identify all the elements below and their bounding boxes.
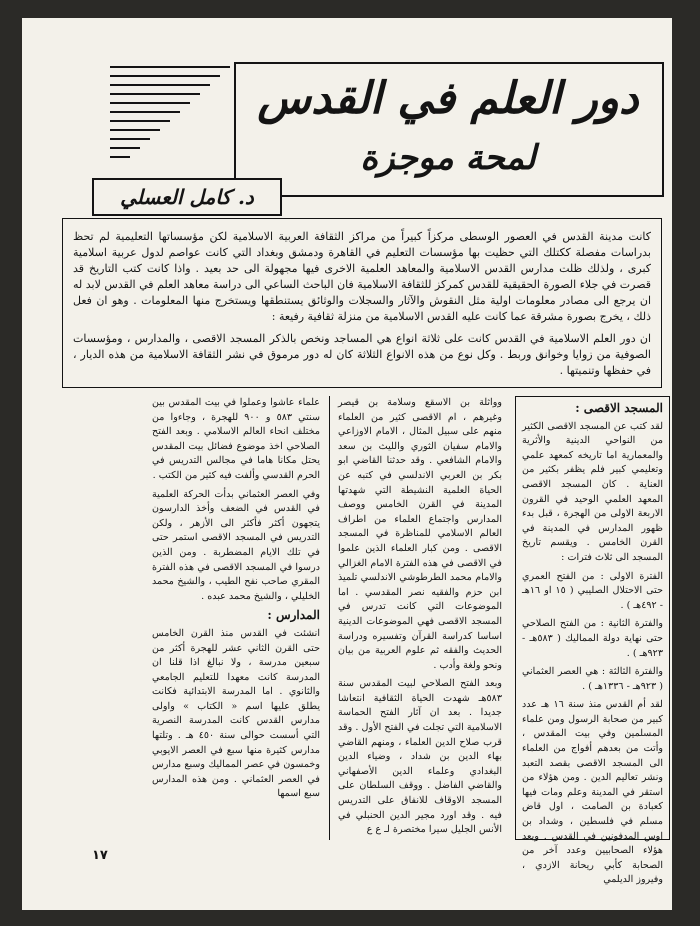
intro-paragraph: كانت مدينة القدس في العصور الوسطى مركزاً كبيراً من مراكز الثقافة العربية الاسلامية لكن مؤسساتها التعليمية لم تحظ بدراسات مفصلة ككتلك التي حظيت بها مؤسسات التعليم في القاهرة ودمشق وبغداد التي كانت عواصم لدول عربية اسلامية كبرى ، ولذلك ظلت مدارس القدس الاسلامية والمعاهد العلمية الاخرى فيها مجهولة الى حد بعيد . واذا كانت كتب التاريخ قد قصرت في جلاء الصورة الحقيقية للقدس كمركز للثقافة الاسلامية فان الباحث الساعي الى دراسة معاهد العلم في القدس لابد له ان يرجع الى مصادر معلومات اولية مثل النقوش والآثار والسجلات والوثائق يستنطقها ويستخرج منها المعلومات . وهو ان فعل ذلك ، يخرج بصورة مشرقة عما كانت عليه القدس الاسلامية من منزلة ثقافية رفيعة : [73,230,651,323]
decorative-stripes [110,66,230,166]
column-right [515,396,670,886]
page-number: ١٧ [92,848,108,863]
section-heading-aqsa: المسجد الاقصى : [575,401,663,415]
title-box [234,62,664,197]
paragraph: لقد كتب عن المسجد الاقصى الكثير من النواحي الدينية والأثرية والمعمارية اما تاريخه كمعهد علمي وتعليمي كبير فلم يظفر بكثير من العناية . كان المسجد الاقصى المعهد العلمي الوحيد في القرون الاربعة الاولى من الهجرة ، قبل بدء ظهور المدارس في المدينة في القرن الخامس . ويقسم تاريخ المسجد الى ثلاث فترات : [522,420,663,563]
paragraph: والفترة الثانية : من الفتح الصلاحي حتى نهاية دولة المماليك ( ٥٨٣هـ - ٩٢٣هـ ) . [522,618,663,659]
column-left [148,396,324,840]
article-title: دور العلم في القدس [257,73,639,124]
paragraph: والفترة الثالثة : هي العصر العثماني ( ٩٢٣هـ - ١٣٣٦هـ ) . [522,666,663,692]
intro-box [62,218,662,388]
paragraph: وفي العصر العثماني بدأت الحركة العلمية في القدس في الضعف وأخذ الدارسون يتجهون أكثر فأكثر الى الأزهر ، ولكن التدريس في المسجد الاقصى استمر حتى في تلك الايام المضطربة . ومن الذين درسوا في المسجد الاقصى في هذه الفترة المقري صاحب نفح الطيب ، والشيخ محمد الخليلي ، والشيخ محمد عبده . [152,488,320,602]
paragraph: الفترة الاولى : من الفتح العمري حتى الاحتلال الصليبي ( ١٥ او ١٦هـ - ٤٩٢هـ ) . [522,570,663,611]
article-subtitle: لمحة موجزة [360,138,536,178]
section-heading-schools: المدارس : [267,608,320,623]
paragraph: انشئت في القدس منذ القرن الخامس حتى القرن الثاني عشر للهجرة أكثر من سبعين مدرسة ، ولا نبالغ اذا قلنا ان المدرسة كانت معهدا للتعليم الجامعي والثانوي . اما المدرسة الابتدائية فكانت يطلق عليها اسم « الكتاب » واولى مدارس القدس كانت المدرسة النصرية التي أسست حوالى سنة ٤٥٠ هـ . وتلتها مدارس كثيرة منها سبع في العصر الايوبي وخمسون في عصر المماليك وسبع مدارس في العصر العثماني . ومن هذه المدارس سبع اسمها [152,627,320,800]
magazine-page [22,18,672,910]
paragraph: وواثلة بن الاسقع وسلامة بن قيصر وغيرهم ، ام الاقصى كثير من العلماء منهم على سبيل المثال ، الامام الاوزاعي والامام سفيان الثوري والليث بن سعد والامام الشافعي . وقد حدثنا القاضي ابو بكر بن العربي الاندلسي في كتبه عن الحياة العلمية النشيطة التي شهدتها المدينة في القرن الخامس ووصف المدارس واجتماع العلماء من اطراف العالم الاسلامي للمناظرة في المسجد الاقصى . ومن كبار العلماء الذين علموا في الاقصى في هذه الفترة الامام الغزالي والامام محمد الطرطوشي الاندلسي تلميذ ابن حزم والفقيه نصر المقدسي . اما الموضوعات التي كانت تدرس في المسجد الاقصى فهي الموضوعات الدينية اساسا كدراسة القرآن وتفسيره ودراسة الحديث والفقه ثم علوم العربية من بيان ونحو ولغة وأدب . [338,397,502,671]
paragraph: وبعد الفتح الصلاحي لبيت المقدس سنة ٥٨٣هـ شهدت الحياة الثقافية انتعاشا جديدا . بعد ان آثار الفتح الحماسة الاسلامية التي تجلت في الفتح الأول . وقد قرب صلاح الدين العلماء ، ومنهم القاضي بهاء الدين بن شداد ، وضياء الدين البغدادي وعلماء الدين الأصفهاني والقاضي الفاضل . ووقف السلطان على المسجد الاوقاف للانفاق على التدريس فيه . وقد اورد مجير الدين الحنبلي في الأنس الجليل سيرا مختصرة لـ ع ع [338,678,502,836]
column-divider [329,396,330,840]
paragraph: علماء عاشوا وعملوا في بيت المقدس بين سنتي ٥٨٣ و ٩٠٠ للهجرة ، وجاءوا من مختلف انحاء العالم الاسلامي . وبعد الفتح الصلاحي اخذ موضوع فضائل بيت المقدس يحتل مكانا هاما في مجالس التدريس في الحرم القدسي وألفت فيه كثير من الكتب . [152,397,320,481]
column-middle [334,396,506,840]
paragraph: لقد أم القدس منذ سنة ١٦ هـ عدد كبير من صحابة الرسول ومن علماء المسلمين وفي بيت المقدس ، وأتت من بعدهم أفواج من العلماء الى المسجد الاقصى بقصد التعبد ونشر تعاليم الدين . ومن هؤلاء من استقر في المدينة وعلم ومات فيها كعبادة بن الصامت ، اول قاض مسلم في فلسطين ، وشداد بن اوس المدفونين في القدس . وبعد هؤلاء الصحابيين وعدد آخر من الصحابة كأبي ريحانة الازدي ، وفيروز الديلمي [522,699,663,886]
intro-paragraph: ان دور العلم الاسلامية في القدس كانت على ثلاثة انواع هي المساجد ونخص بالذكر المسجد الاقصى ، والمدارس ، ومؤسسات الصوفية من زوايا وخوانق وربط . وكل نوع من هذه الانواع الثلاثة كان له دور مرموق في نشر الثقافة الاسلامية من هذه الديار ، في حفظها وتنميتها . [73,332,651,377]
author-byline: د. كامل العسلي [92,178,282,216]
